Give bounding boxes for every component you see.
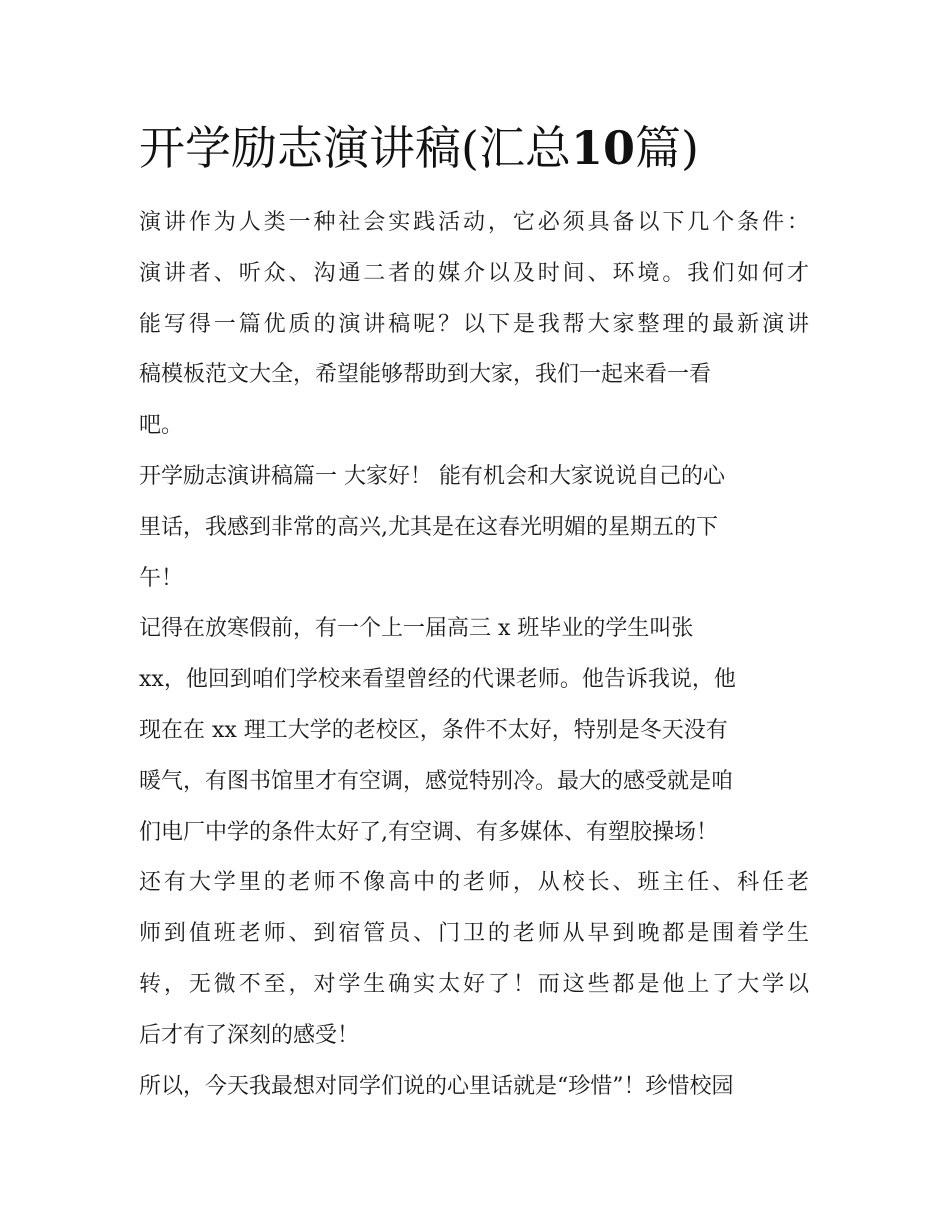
body-line: 后才有了深刻的感受！ — [139, 1022, 360, 1048]
body-line: 里话，我感到非常的高兴,尤其是在这春光明媚的星期五的下 — [139, 514, 718, 540]
body-line: 现在在 xx 理工大学的老校区，条件不太好，特别是冬天没有 — [139, 717, 728, 743]
body-line: 演讲者、听众、沟通二者的媒介以及时间、环境。我们如何才 — [139, 260, 809, 286]
body-line: 演讲作为人类一种社会实践活动，它必须具备以下几个条件： — [139, 210, 809, 235]
body-line: xx，他回到咱们学校来看望曾经的代课老师。他告诉我说，他 — [139, 667, 736, 693]
body-line: 午！ — [139, 565, 184, 591]
document-body — [139, 198, 819, 1112]
body-line: 能写得一篇优质的演讲稿呢？以下是我帮大家整理的最新演讲 — [139, 311, 809, 337]
title-suffix: 篇) — [634, 121, 699, 175]
body-line: 所以，今天我最想对同学们说的心里话就是“珍惜”！珍惜校园 — [139, 1073, 734, 1099]
title-number: 10 — [570, 121, 635, 175]
document-title — [139, 118, 699, 178]
title-prefix: 开学励志演讲稿(汇总 — [139, 121, 571, 175]
body-line: 转，无微不至，对学生确实太好了！而这些都是他上了大学以 — [139, 971, 809, 997]
body-line: 吧。 — [139, 413, 184, 439]
body-line: 们电厂中学的条件太好了,有空调、有多媒体、有塑胶操场！ — [139, 819, 718, 845]
body-line: 开学励志演讲稿篇一 大家好！ 能有机会和大家说说自己的心 — [139, 463, 725, 489]
body-line: 还有大学里的老师不像高中的老师，从校长、班主任、科任老 — [139, 870, 809, 896]
body-line: 稿模板范文大全，希望能够帮助到大家，我们一起来看一看 — [139, 362, 712, 388]
body-line: 暖气，有图书馆里才有空调，感觉特别冷。最大的感受就是咱 — [139, 768, 734, 794]
body-line: 记得在放寒假前，有一个上一届高三 x 班毕业的学生叫张 — [139, 616, 694, 642]
body-line: 师到值班老师、到宿管员、门卫的老师从早到晚都是围着学生 — [139, 921, 809, 947]
